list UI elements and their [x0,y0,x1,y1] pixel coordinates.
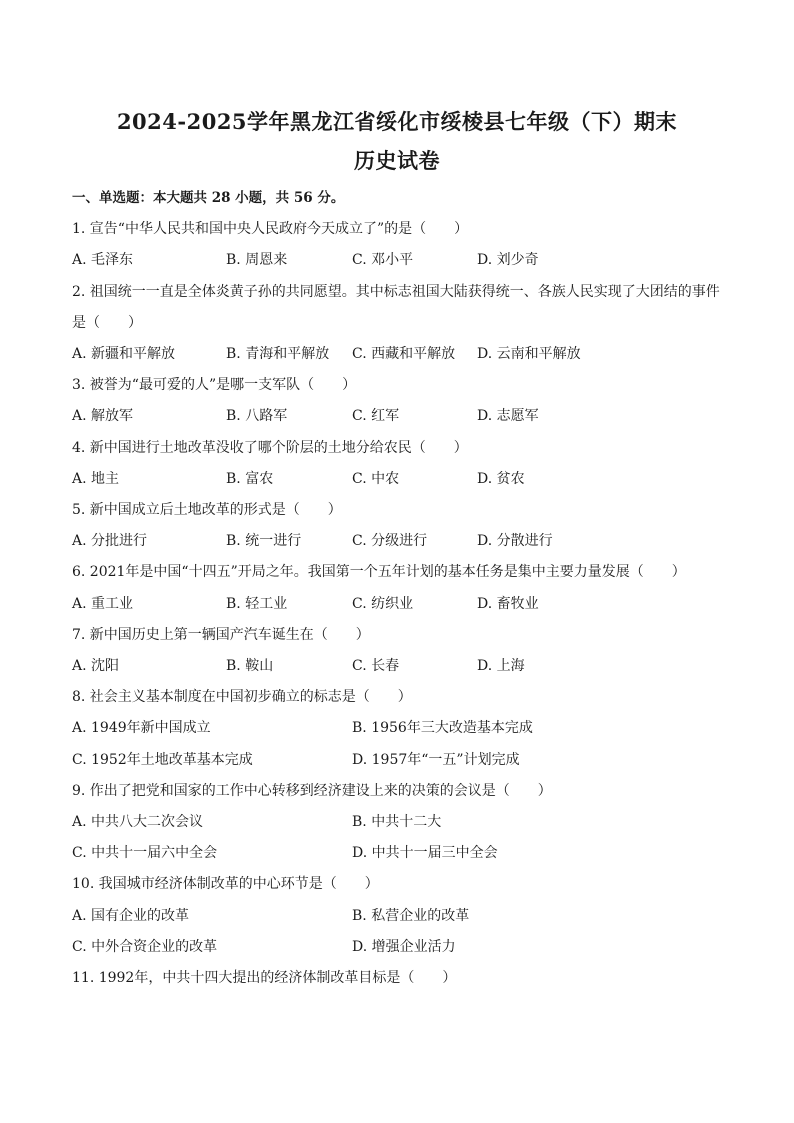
question-1-option-d: D. 刘少奇 [477,252,539,268]
question-7-stem: 7. 新中国历史上第一辆国产汽车诞生在（ ） [72,627,370,643]
question-2-option-b: B. 青海和平解放 [226,346,330,362]
question-8-option-c: C. 1952年土地改革基本完成 [72,752,253,768]
question-4-option-a: A. 地主 [72,471,120,487]
question-7-option-b: B. 鞍山 [226,658,274,674]
question-6-stem: 6. 2021年是中国“十四五”开局之年。我国第一个五年计划的基本任务是集中主要力量发展（ ） [72,564,686,580]
question-9-option-b: B. 中共十二大 [352,814,442,830]
question-1-option-a: A. 毛泽东 [72,252,134,268]
question-5-option-b: B. 统一进行 [226,533,302,549]
question-2-stem-line1: 2. 祖国统一一直是全体炎黄子孙的共同愿望。其中标志祖国大陆获得统一、各族人民实现了大团结的事件 [72,284,720,300]
question-6-option-c: C. 纺织业 [352,596,414,612]
question-10-option-a: A. 国有企业的改革 [72,908,190,924]
question-7-option-a: A. 沈阳 [72,658,120,674]
question-8-option-a: A. 1949年新中国成立 [72,720,211,736]
question-4-stem: 4. 新中国进行土地改革没收了哪个阶层的土地分给农民（ ） [72,440,468,456]
question-4-option-c: C. 中农 [352,471,400,487]
question-5-option-c: C. 分级进行 [352,533,428,549]
question-1-stem: 1. 宣告“中华人民共和国中央人民政府今天成立了”的是（ ） [72,221,469,237]
question-6-option-d: D. 畜牧业 [477,596,539,612]
question-5-option-d: D. 分散进行 [477,533,553,549]
question-8-option-b: B. 1956年三大改造基本完成 [352,720,533,736]
question-3-stem: 3. 被誉为“最可爱的人”是哪一支军队（ ） [72,377,357,393]
question-8-option-d: D. 1957年“一五”计划完成 [352,752,520,768]
question-7-option-c: C. 长春 [352,658,400,674]
exam-title-line1: 2024-2025学年黑龙江省绥化市绥棱县七年级（下）期末 [116,109,678,134]
question-2-option-d: D. 云南和平解放 [477,346,581,362]
question-3-option-b: B. 八路军 [226,408,288,424]
question-10-option-c: C. 中外合资企业的改革 [72,939,218,955]
question-5-stem: 5. 新中国成立后土地改革的形式是（ ） [72,502,342,518]
question-9-option-d: D. 中共十一届三中全会 [352,845,498,861]
question-2-option-c: C. 西藏和平解放 [352,346,456,362]
exam-title-line2: 历史试卷 [354,148,440,173]
question-11-stem: 11. 1992年，中共十四大提出的经济体制改革目标是（ ） [72,970,457,986]
question-3-option-c: C. 红军 [352,408,400,424]
question-8-stem: 8. 社会主义基本制度在中国初步确立的标志是（ ） [72,689,412,705]
question-9-option-c: C. 中共十一届六中全会 [72,845,218,861]
question-6-option-b: B. 轻工业 [226,596,288,612]
question-6-option-a: A. 重工业 [72,596,134,612]
question-10-stem: 10. 我国城市经济体制改革的中心环节是（ ） [72,876,379,892]
question-4-option-d: D. 贫农 [477,471,525,487]
question-3-option-d: D. 志愿军 [477,408,539,424]
question-10-option-d: D. 增强企业活力 [352,939,456,955]
question-9-option-a: A. 中共八大二次会议 [72,814,204,830]
question-1-option-c: C. 邓小平 [352,252,414,268]
section-heading: 一、单选题：本大题共 28 小题，共 56 分。 [72,190,345,206]
question-3-option-a: A. 解放军 [72,408,134,424]
question-5-option-a: A. 分批进行 [72,533,148,549]
question-1-option-b: B. 周恩来 [226,252,288,268]
question-7-option-d: D. 上海 [477,658,525,674]
question-2-stem-line2: 是（ ） [72,315,142,331]
question-4-option-b: B. 富农 [226,471,274,487]
question-2-option-a: A. 新疆和平解放 [72,346,176,362]
question-9-stem: 9. 作出了把党和国家的工作中心转移到经济建设上来的决策的会议是（ ） [72,783,552,799]
question-10-option-b: B. 私营企业的改革 [352,908,470,924]
